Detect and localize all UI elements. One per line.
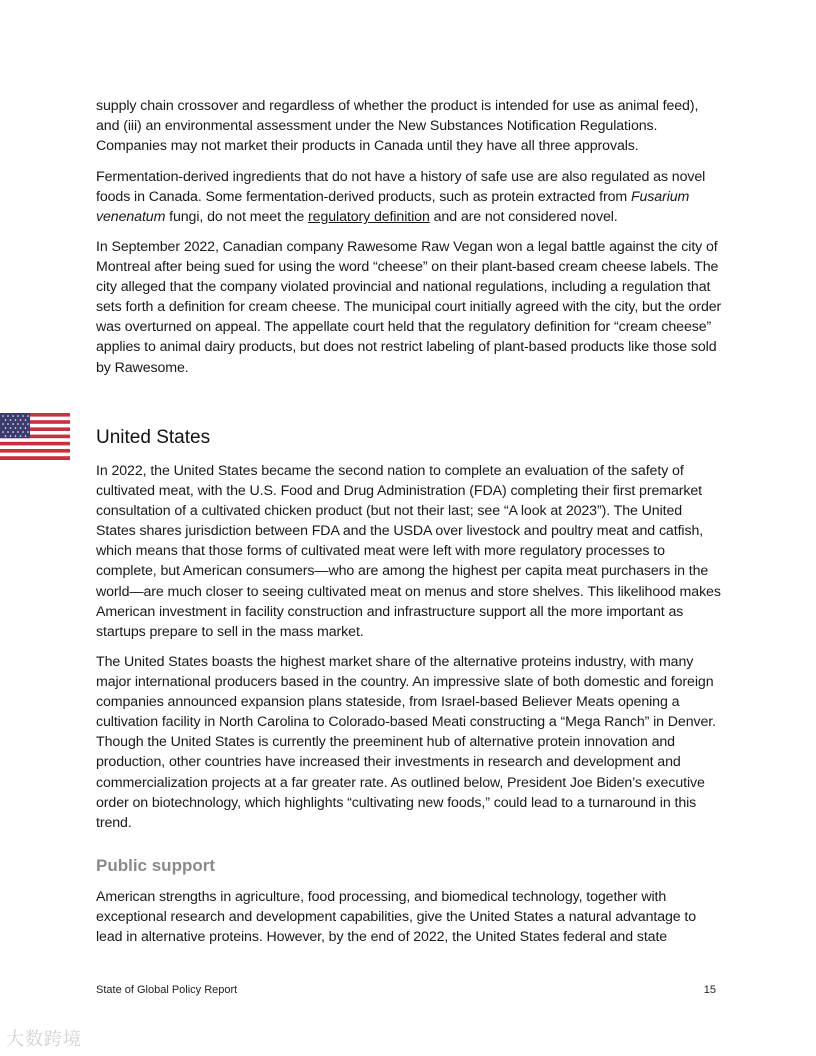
us-paragraph-1 <box>96 461 724 642</box>
section-heading-block <box>96 426 724 450</box>
intro-p3-text: In September 2022, Canadian company Rawesome Raw Vegan won a legal battle against the city of Montreal after being sued for using the word “cheese” on their plant-based cream cheese labels. The city alleged that the company violated provincial and national regulations, including a regulation that sets forth a definition for cream cheese. The municipal court initially agreed with the city, but the order was overturned on appeal. The appellate court held that the regulatory definition for “cream cheese” applies to animal dairy products, but does not restrict labeling of plant-based products like those sold by Rawesome. <box>96 239 722 376</box>
us-p1-text: In 2022, the United States became the second nation to complete an evaluation of the safety of cultivated meat, with the U.S. Food and Drug Administration (FDA) completing their first premarket consultation of a cultivated chicken product (but not their last; see “A look at 2023”). The United States shares jurisdiction between FDA and the USDA over livestock and poultry meat and catfish, which means that those forms of cultivated meat were left with more regulatory processes to complete, but American consumers—who are among the highest per capita meat purchasers in the world—are much closer to seeing cultivated meat on menus and store shelves. This likelihood makes American investment in facility construction and infrastructure support all the more important as startups prepare to sell in the mass market. <box>96 463 721 640</box>
us-p3-text: American strengths in agriculture, food processing, and biomedical technology, together with exceptional research and development capabilities, give the United States a natural advantage to lead in alternative proteins. However, by the end of 2022, the United States federal and state <box>96 889 697 946</box>
section-heading: United States <box>96 427 211 448</box>
footer-page-number: 15 <box>703 984 716 996</box>
intro-paragraph-3 <box>96 237 724 378</box>
p2-text-b: fungi, do not meet the <box>165 209 309 226</box>
p2-text-a: Fermentation-derived ingredients that do not have a history of safe use are also regulated as novel foods in Canada. Some fermentation-derived products, such as protein extracted from <box>96 169 706 206</box>
watermark-logo: 大数跨境 <box>6 1029 82 1049</box>
footer-report-title: State of Global Policy Report <box>96 984 238 996</box>
subheading-public-support: Public support <box>96 856 215 875</box>
p2-italic-species: Fusarium venenatum <box>96 189 690 226</box>
us-paragraph-2 <box>96 652 724 833</box>
subheading-block <box>96 855 724 877</box>
intro-p2-text <box>96 167 724 227</box>
us-paragraph-3 <box>96 887 724 947</box>
us-p2-text: The United States boasts the highest market share of the alternative proteins industry, with many major international producers based in the country. An impressive slate of both domestic and foreign companies announced expansion plans stateside, from Israel-based Believer Meats opening a cultivation facility in North Carolina to Colorado-based Meati constructing a “Mega Ranch” in Denver. Though the United States is currently the preeminent hub of alternative protein innovation and production, other countries have increased their investments in research and development and commercialization projects at a far greater rate. As outlined below, President Joe Biden’s executive order on biotechnology, which highlights “cultivating new foods,” could lead to a turnaround in this trend. <box>96 654 716 831</box>
p2-text-c: and are not considered novel. <box>429 209 618 226</box>
intro-p1-text: supply chain crossover and regardless of whether the product is intended for use as animal feed), and (iii) an environmental assessment under the New Substances Notification Regulations. Companies may not market their products in Canada until they have all three approvals. <box>96 98 699 155</box>
intro-paragraph-1 <box>96 96 724 156</box>
intro-paragraph-2 <box>96 167 724 227</box>
regulatory-definition-link[interactable]: regulatory definition <box>308 209 430 226</box>
us-flag-icon <box>0 413 70 460</box>
